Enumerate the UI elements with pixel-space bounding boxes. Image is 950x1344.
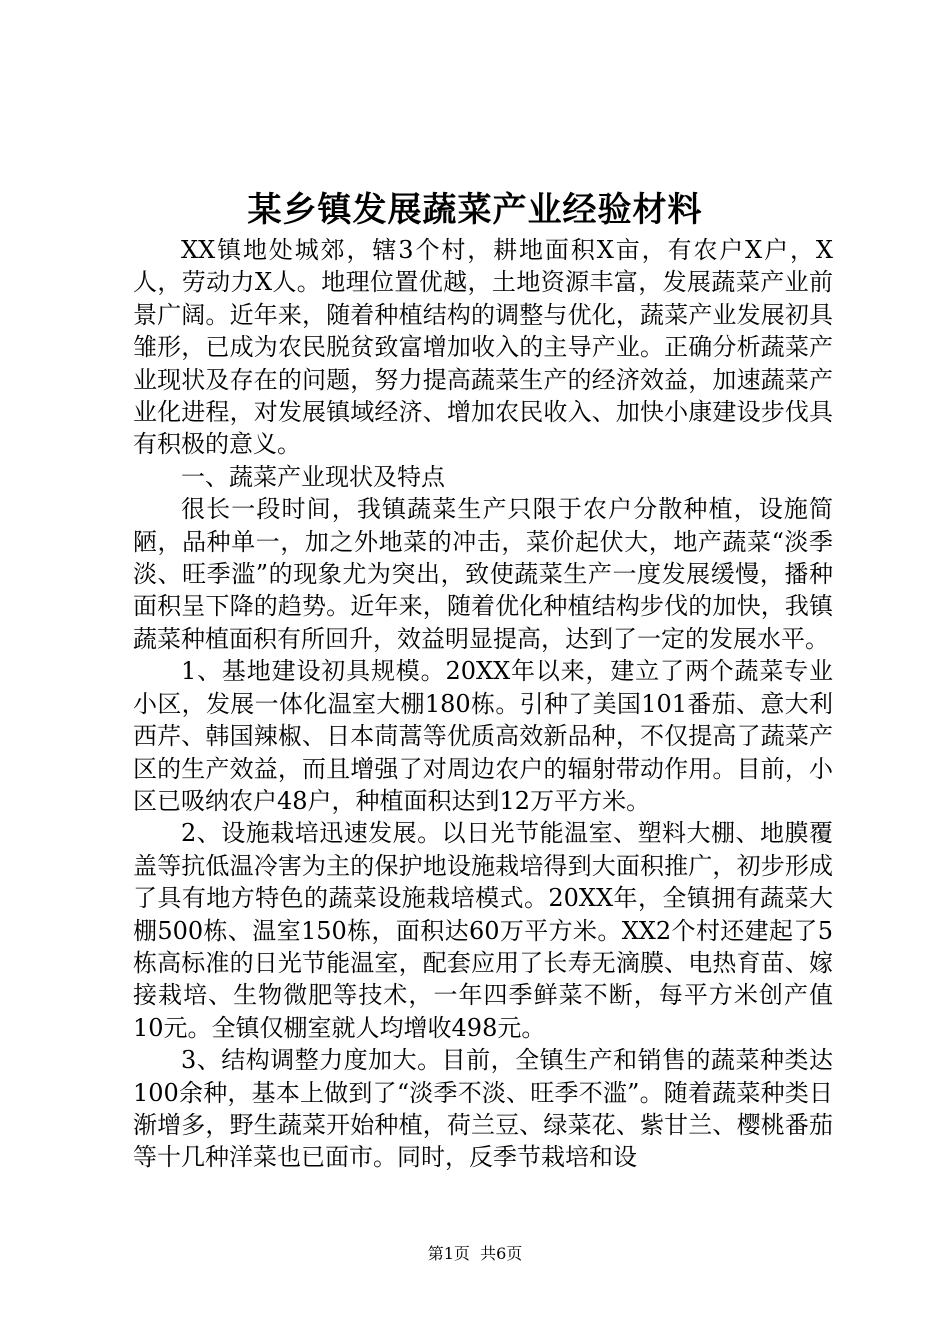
paragraph-intro: XX镇地处城郊，辖3个村，耕地面积X亩，有农户X户，X人，劳动力X人。地理位置优越，土地资源丰富，发展蔬菜产业前景广阔。近年来，随着种植结构的调整与优化，蔬菜产业发展初具雏形，已成为农民脱贫致富增加收入的主导产业。正确分析蔬菜产业现状及存在的问题，努力提高蔬菜生产的经济效益，加速蔬菜产业化进程，对发展镇域经济、增加农民收入、加快小康建设步伐具有积极的意义。 — [133, 236, 833, 459]
document-body — [133, 234, 833, 1174]
page-footer — [0, 1244, 950, 1264]
section-heading: 一、蔬菜产业现状及特点 — [181, 462, 445, 491]
paragraph-status: 很长一段时间，我镇蔬菜生产只限于农户分散种植，设施简陋，品种单一，加之外地菜的冲击，菜价起伏大，地产蔬菜“淡季淡、旺季滥”的现象尤为突出，致使蔬菜生产一度发展缓慢，播种面积呈下降的趋势。近年来，随着优化种植结构步伐的加快，我镇蔬菜种植面积有所回升，效益明显提高，达到了一定的发展水平。 — [133, 495, 833, 653]
paragraph-item-3: 3、结构调整力度加大。目前，全镇生产和销售的蔬菜种类达100余种，基本上做到了“淡季不淡、旺季不滥”。随着蔬菜种类日渐增多，野生蔬菜开始种植，荷兰豆、绿菜花、紫甘兰、樱桃番茄等十几种洋菜也已面市。同时，反季节栽培和设 — [133, 1046, 833, 1172]
paragraph-item-2: 2、设施栽培迅速发展。以日光节能温室、塑料大棚、地膜覆盖等抗低温冷害为主的保护地设施栽培得到大面积推广，初步形成了具有地方特色的蔬菜设施栽培模式。20XX年，全镇拥有蔬菜大棚500栋、温室150栋，面积达60万平方米。XX2个村还建起了5栋高标准的日光节能温室，配套应用了长寿无滴膜、电热育苗、嫁接栽培、生物微肥等技术，一年四季鲜菜不断，每平方米创产值10元。全镇仅棚室就人均增收498元。 — [133, 819, 833, 1042]
page-number: 第1页 共6页 — [427, 1244, 523, 1263]
document-title: 某乡镇发展蔬菜产业经验材料 — [247, 190, 703, 230]
paragraph-item-1: 1、基地建设初具规模。20XX年以来，建立了两个蔬菜专业小区，发展一体化温室大棚180栋。引种了美国101番茄、意大利西芹、韩国辣椒、日本茼蒿等优质高效新品种，不仅提高了蔬菜产区的生产效益，而且增强了对周边农户的辐射带动作用。目前，小区已吸纳农户48户，种植面积达到12万平方米。 — [133, 657, 833, 815]
